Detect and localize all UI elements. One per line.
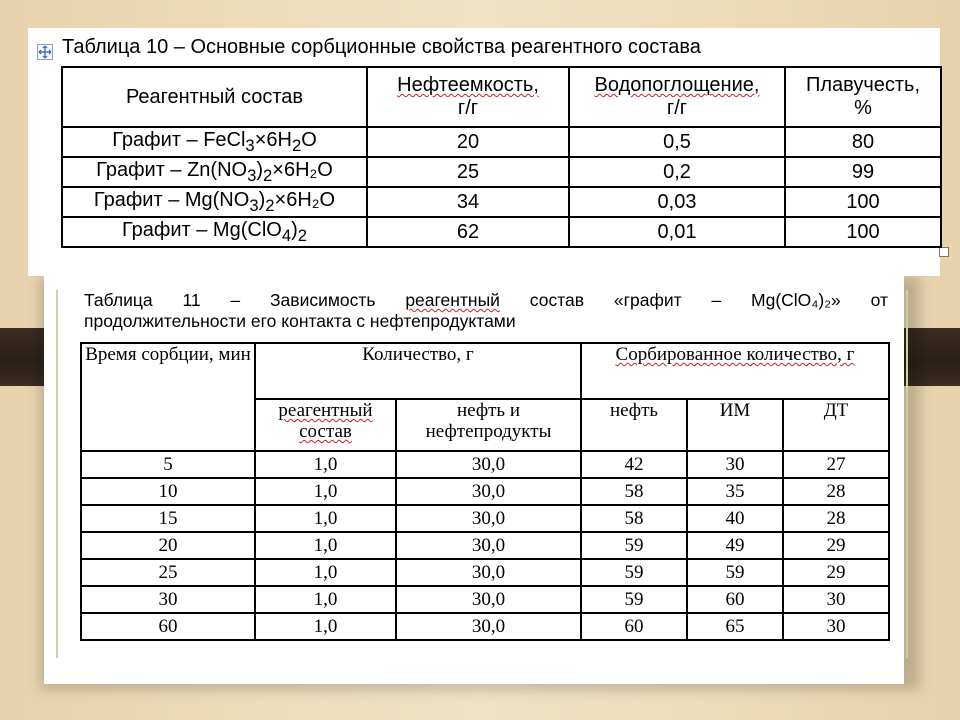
table11-cell-reagent: 1,0 xyxy=(255,505,396,532)
table10-cell-water-absorption: 0,01 xyxy=(569,217,785,247)
table11-cell-reagent: 1,0 xyxy=(255,613,396,640)
table11-cell-oil-products: 30,0 xyxy=(396,559,581,586)
table10 xyxy=(61,66,942,248)
table11-cell-im: 49 xyxy=(687,532,783,559)
table11-cell-time: 30 xyxy=(81,586,255,613)
table11-cell-time: 10 xyxy=(81,478,255,505)
table11-header-oil: нефть xyxy=(581,399,687,451)
table11-cell-oil-products: 30,0 xyxy=(396,586,581,613)
table11-header-sorbed: Сорбированное количество, г xyxy=(581,343,889,399)
table10-cell-oil-capacity: 62 xyxy=(367,217,569,247)
table11-header-reagent: реагентный состав xyxy=(255,399,396,451)
table10-cell-water-absorption: 0,03 xyxy=(569,187,785,217)
table11-cell-oil-products: 30,0 xyxy=(396,478,581,505)
table-row xyxy=(81,559,889,586)
resize-handle-icon[interactable] xyxy=(939,247,949,257)
table-row xyxy=(62,187,941,217)
move-handle-icon[interactable] xyxy=(37,44,53,60)
table11-cell-dt: 28 xyxy=(783,478,889,505)
table-row xyxy=(81,478,889,505)
table11-cell-reagent: 1,0 xyxy=(255,586,396,613)
table11-cell-im: 40 xyxy=(687,505,783,532)
table11-cell-oil: 58 xyxy=(581,478,687,505)
table10-header-oil-capacity: Нефтеемкость, г/г xyxy=(367,67,569,127)
table10-cell-water-absorption: 0,5 xyxy=(569,127,785,157)
table10-cell-composition: Графит – $Mg(ClO_4)_2$ xyxy=(62,217,367,247)
table11-title-line1: Таблица 11 – Зависимость реагентный состав «графит – Mg(ClO₄)₂» от xyxy=(84,290,888,310)
table11-header-dt: ДТ xyxy=(783,399,889,451)
table11-cell-dt: 30 xyxy=(783,613,889,640)
table11-cell-oil: 59 xyxy=(581,586,687,613)
table10-header-water-absorption: Водопоглощение, г/г xyxy=(569,67,785,127)
table10-cell-buoyancy: 100 xyxy=(785,217,941,247)
table10-cell-oil-capacity: 34 xyxy=(367,187,569,217)
table10-cell-buoyancy: 100 xyxy=(785,187,941,217)
table11-cell-time: 60 xyxy=(81,613,255,640)
table10-cell-buoyancy: 80 xyxy=(785,127,941,157)
table10-header-composition: Реагентный состав xyxy=(62,67,367,127)
table11-title xyxy=(84,290,888,332)
table10-header-buoyancy: Плавучесть, % xyxy=(785,67,941,127)
table-row xyxy=(81,613,889,640)
table11 xyxy=(80,342,890,641)
table11-cell-time: 25 xyxy=(81,559,255,586)
table11-cell-dt: 28 xyxy=(783,505,889,532)
table11-cell-time: 15 xyxy=(81,505,255,532)
table-row xyxy=(62,127,941,157)
table11-cell-oil-products: 30,0 xyxy=(396,613,581,640)
table11-header-row xyxy=(81,343,889,399)
table11-cell-oil: 59 xyxy=(581,559,687,586)
table11-cell-reagent: 1,0 xyxy=(255,478,396,505)
table11-cell-im: 65 xyxy=(687,613,783,640)
table11-cell-im: 30 xyxy=(687,451,783,478)
table11-cell-oil-products: 30,0 xyxy=(396,532,581,559)
table-row xyxy=(81,532,889,559)
table-row xyxy=(81,451,889,478)
table11-cell-reagent: 1,0 xyxy=(255,451,396,478)
table10-cell-oil-capacity: 25 xyxy=(367,157,569,187)
table11-cell-oil: 42 xyxy=(581,451,687,478)
table11-cell-dt: 30 xyxy=(783,586,889,613)
table11-cell-im: 35 xyxy=(687,478,783,505)
table10-header-row xyxy=(62,67,941,127)
table11-cell-oil: 60 xyxy=(581,613,687,640)
table10-cell-oil-capacity: 20 xyxy=(367,127,569,157)
table11-cell-dt: 29 xyxy=(783,559,889,586)
table10-cell-buoyancy: 99 xyxy=(785,157,941,187)
table-row xyxy=(62,217,941,247)
table11-header-im: ИМ xyxy=(687,399,783,451)
table11-title-line2: продолжительности его контакта с нефтепродуктами xyxy=(84,311,516,331)
table11-header-quantity: Количество, г xyxy=(255,343,581,399)
table11-cell-time: 20 xyxy=(81,532,255,559)
table10-title: Таблица 10 – Основные сорбционные свойства реагентного состава xyxy=(62,36,701,58)
table11-cell-oil-products: 30,0 xyxy=(396,505,581,532)
table11-cell-oil: 58 xyxy=(581,505,687,532)
table11-header-time: Время сорбции, мин xyxy=(81,343,255,451)
table11-cell-im: 59 xyxy=(687,559,783,586)
table-row xyxy=(62,157,941,187)
table11-cell-dt: 27 xyxy=(783,451,889,478)
table11-cell-im: 60 xyxy=(687,586,783,613)
table10-cell-water-absorption: 0,2 xyxy=(569,157,785,187)
table11-cell-reagent: 1,0 xyxy=(255,532,396,559)
table-row xyxy=(81,586,889,613)
table11-cell-oil-products: 30,0 xyxy=(396,451,581,478)
table11-cell-oil: 59 xyxy=(581,532,687,559)
table11-header-oil-products: нефть и нефтепродукты xyxy=(396,399,581,451)
table11-cell-dt: 29 xyxy=(783,532,889,559)
table11-cell-reagent: 1,0 xyxy=(255,559,396,586)
table-row xyxy=(81,505,889,532)
table11-cell-time: 5 xyxy=(81,451,255,478)
table10-cell-composition: Графит – $Zn(NO_3)_2\times 6H_2O$ xyxy=(62,157,367,187)
table10-cell-composition: Графит – $FeCl_3\times 6H_2O$ xyxy=(62,127,367,157)
table10-cell-composition: Графит – $Mg(NO_3)_2\times 6H_2O$ xyxy=(62,187,367,217)
